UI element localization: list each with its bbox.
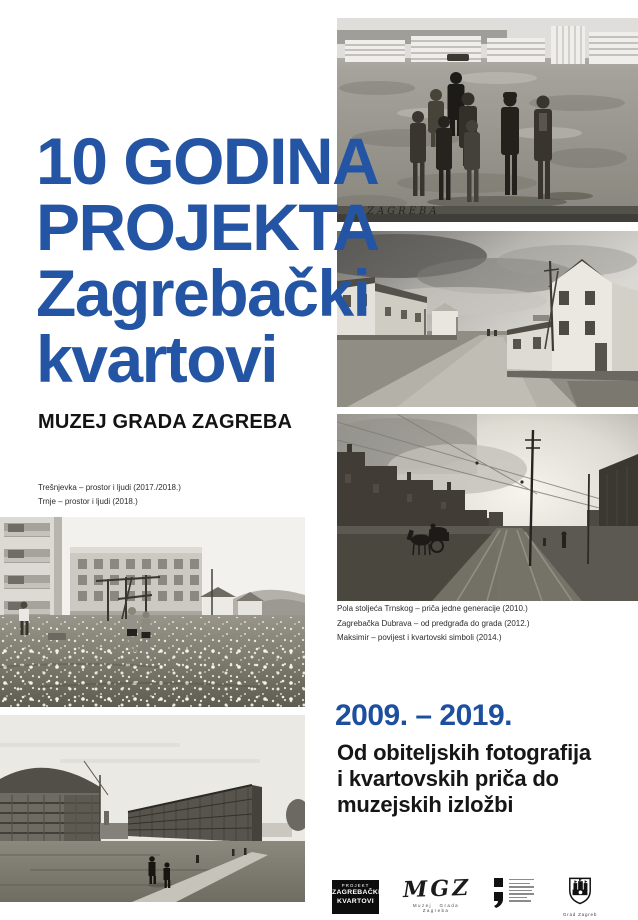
photo-village-street — [337, 231, 638, 407]
zagreb-coat-of-arms-icon — [567, 876, 593, 905]
photo-meadow-children — [0, 517, 305, 707]
tagline-line-2: i kvartovskih priča do — [337, 766, 559, 791]
poster-title — [36, 124, 379, 396]
mgz-museum-logo — [402, 874, 472, 913]
caption-trnje: Trnje – prostor i ljudi (2018.) — [38, 497, 138, 506]
photo-meadow-illustration — [0, 517, 305, 707]
semicolon-logo-text-lines — [509, 878, 534, 910]
photo-street-illustration — [337, 231, 638, 407]
title-line-1: 10 GODINA — [36, 124, 379, 198]
logo-projekt-label: PROJEKT — [341, 883, 370, 888]
exhibition-captions-right — [337, 602, 530, 646]
title-line-4: kvartovi — [36, 322, 278, 396]
semicolon-logo — [493, 878, 534, 910]
photo-pavilions-illustration — [0, 715, 305, 902]
caption-dubrava: Zagrebačka Dubrava – od predgrađa do grada (2012.) — [337, 618, 530, 628]
title-line-3: Zagrebački — [36, 256, 370, 330]
photo-children-illustration — [337, 18, 638, 222]
grad-zagreb-logo — [558, 876, 602, 917]
tagline-line-1: Od obiteljskih fotografija — [337, 740, 591, 765]
semicolon-icon — [493, 878, 505, 910]
mgz-mark-icon: MGZ — [402, 874, 472, 904]
title-line-2: PROJEKTA — [36, 190, 379, 264]
photo-dawn-street — [337, 414, 638, 601]
photo-stamp-text: ZAGREBA — [367, 206, 440, 217]
grad-zagreb-caption: Grad Zagreb — [562, 912, 598, 917]
tagline-line-3: muzejskih izložbi — [337, 792, 514, 817]
tagline — [337, 740, 591, 818]
caption-maksimir: Maksimir – povijest i kvartovski simboli (2014.) — [337, 633, 502, 642]
logo-zagrebacki-label: ZAGREBAČKI — [332, 889, 381, 896]
photo-fair-pavilions — [0, 715, 305, 902]
photo-dawn-illustration — [337, 414, 638, 601]
logo-kvartovi-label: KVARTOVI — [337, 897, 374, 905]
mgz-caption: Muzej Grada Zagreba — [412, 903, 460, 913]
exhibition-captions-left — [38, 481, 181, 509]
photo-children-field — [337, 18, 638, 222]
logo-row — [332, 876, 602, 917]
projekt-zagrebacki-kvartovi-logo — [332, 880, 379, 914]
museum-name: MUZEJ GRADA ZAGREBA — [38, 411, 293, 433]
caption-tresnjevka: Trešnjevka – prostor i ljudi (2017./2018.) — [38, 483, 181, 492]
period-years: 2009. – 2019. — [335, 699, 513, 732]
caption-trnsko: Pola stoljeća Trnskog – priča jedne generacije (2010.) — [337, 604, 528, 613]
